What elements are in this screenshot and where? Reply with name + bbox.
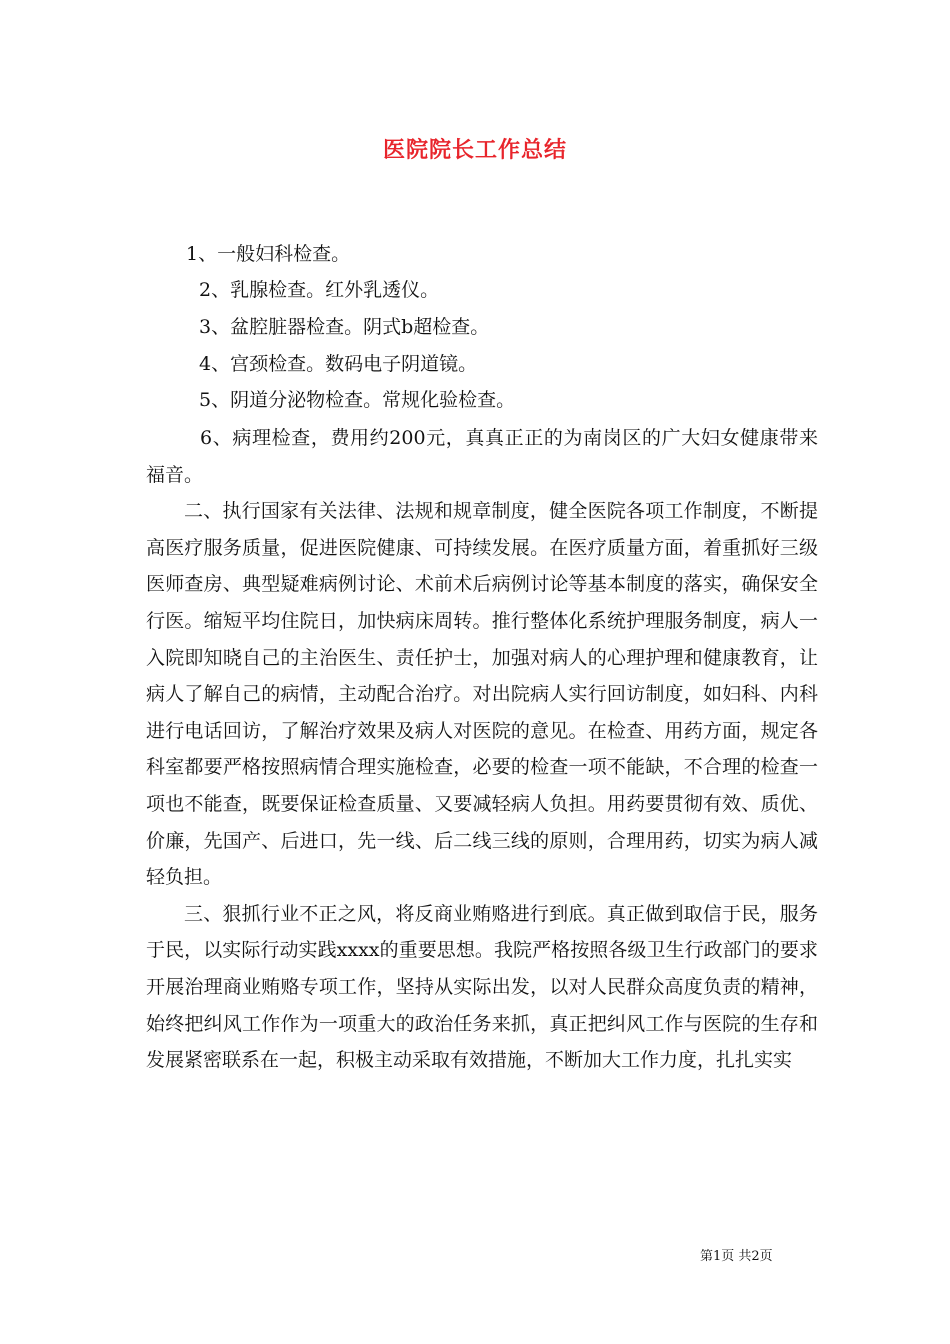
list-item: 5、阴道分泌物检查。常规化验检查。 xyxy=(199,389,516,411)
paragraph-section-three: 三、狠抓行业不正之风，将反商业贿赂进行到底。真正做到取信于民，服务于民，以实际行动实践xxxx的重要思想。我院严格按照各级卫生行政部门的要求开展治理商业贿赂专项工作，坚持从实际出发，以对人民群众高度负责的精神，始终把纠风工作作为一项重大的政治任务来抓，真正把纠风工作与医院的生存和发展紧密联系在一起，积极主动采取有效措施，不断加大工作力度，扎扎实实 xyxy=(146,902,818,1072)
document-body xyxy=(146,420,818,1079)
document-title: 医院院长工作总结 xyxy=(382,137,567,163)
list-item: 1、一般妇科检查。 xyxy=(186,243,351,265)
list-item: 4、宫颈检查。数码电子阴道镜。 xyxy=(199,353,478,375)
paragraph-pathology: 6、病理检查，费用约200元，真真正正的为南岗区的广大妇女健康带来福音。 xyxy=(146,427,818,486)
page-footer: 第1页 共2页 xyxy=(700,1249,773,1264)
list-item: 2、乳腺检查。红外乳透仪。 xyxy=(199,279,440,301)
paragraph-section-two: 二、执行国家有关法律、法规和规章制度，健全医院各项工作制度，不断提高医疗服务质量，促进医院健康、可持续发展。在医疗质量方面，着重抓好三级医师查房、典型疑难病例讨论、术前术后病例讨论等基本制度的落实，确保安全行医。缩短平均住院日，加快病床周转。推行整体化系统护理服务制度，病人一入院即知晓自己的主治医生、责任护士，加强对病人的心理护理和健康教育，让病人了解自己的病情，主动配合治疗。对出院病人实行回访制度，如妇科、内科进行电话回访，了解治疗效果及病人对医院的意见。在检查、用药方面，规定各科室都要严格按照病情合理实施检查，必要的检查一项不能缺，不合理的检查一项也不能查，既要保证检查质量、又要减轻病人负担。用药要贯彻有效、质优、价廉，先国产、后进口，先一线、后二线三线的原则，合理用药，切实为病人减轻负担。 xyxy=(146,500,818,889)
list-item: 3、盆腔脏器检查。阴式b超检查。 xyxy=(199,316,490,338)
